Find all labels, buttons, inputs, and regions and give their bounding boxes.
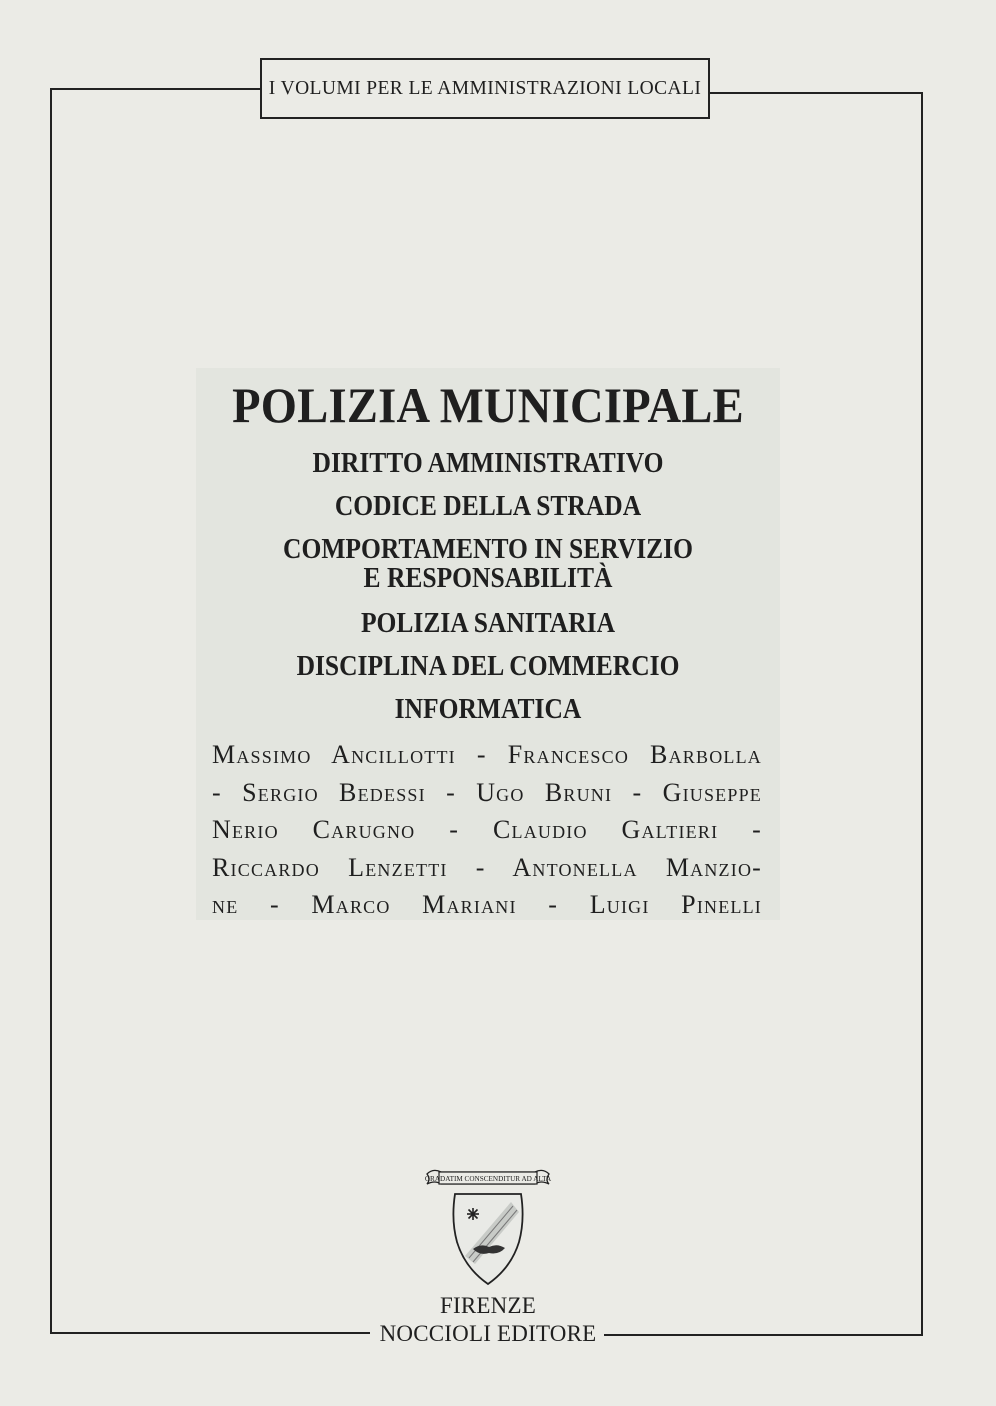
subject-item: INFORMATICA bbox=[394, 693, 582, 725]
publisher-name: NOCCIOLI EDITORE bbox=[379, 1321, 597, 1346]
subject-item: CODICE DELLA STRADA bbox=[334, 490, 642, 522]
frame-top-left bbox=[50, 88, 260, 90]
series-text: I VOLUMI PER LE AMMINISTRAZIONI LOCALI bbox=[268, 77, 702, 99]
frame-right bbox=[921, 92, 923, 1336]
frame-left bbox=[50, 88, 52, 1334]
author-line: ne - Marco Mariani - Luigi Pinelli bbox=[212, 890, 762, 919]
author-line: Riccardo Lenzetti - Antonella Manzio- bbox=[212, 852, 762, 882]
subject-item: DIRITTO AMMINISTRATIVO bbox=[312, 447, 664, 479]
subject-list bbox=[226, 442, 750, 731]
subject-item: E RESPONSABILITÀ bbox=[363, 562, 613, 594]
emblem-motto: GRADATIM CONSCENDITUR AD ALTA bbox=[424, 1175, 552, 1183]
author-line: Nerio Carugno - Claudio Galtieri - bbox=[212, 815, 762, 844]
publisher-emblem-icon bbox=[423, 1164, 553, 1292]
author-list bbox=[212, 736, 762, 924]
subject-item: POLIZIA SANITARIA bbox=[360, 607, 616, 639]
book-title: POLIZIA MUNICIPALE bbox=[232, 377, 744, 433]
series-label bbox=[260, 58, 710, 119]
publisher-city: FIRENZE bbox=[440, 1293, 536, 1318]
author-line: - Sergio Bedessi - Ugo Bruni - Giuseppe bbox=[212, 777, 762, 807]
frame-bottom-left bbox=[50, 1332, 370, 1334]
subject-item: COMPORTAMENTO IN SERVIZIO bbox=[283, 533, 693, 565]
frame-top-right bbox=[710, 92, 923, 94]
subject-item: DISCIPLINA DEL COMMERCIO bbox=[296, 650, 680, 682]
author-line: Massimo Ancillotti - Francesco Barbolla bbox=[212, 740, 762, 769]
frame-bottom-right bbox=[604, 1334, 923, 1336]
